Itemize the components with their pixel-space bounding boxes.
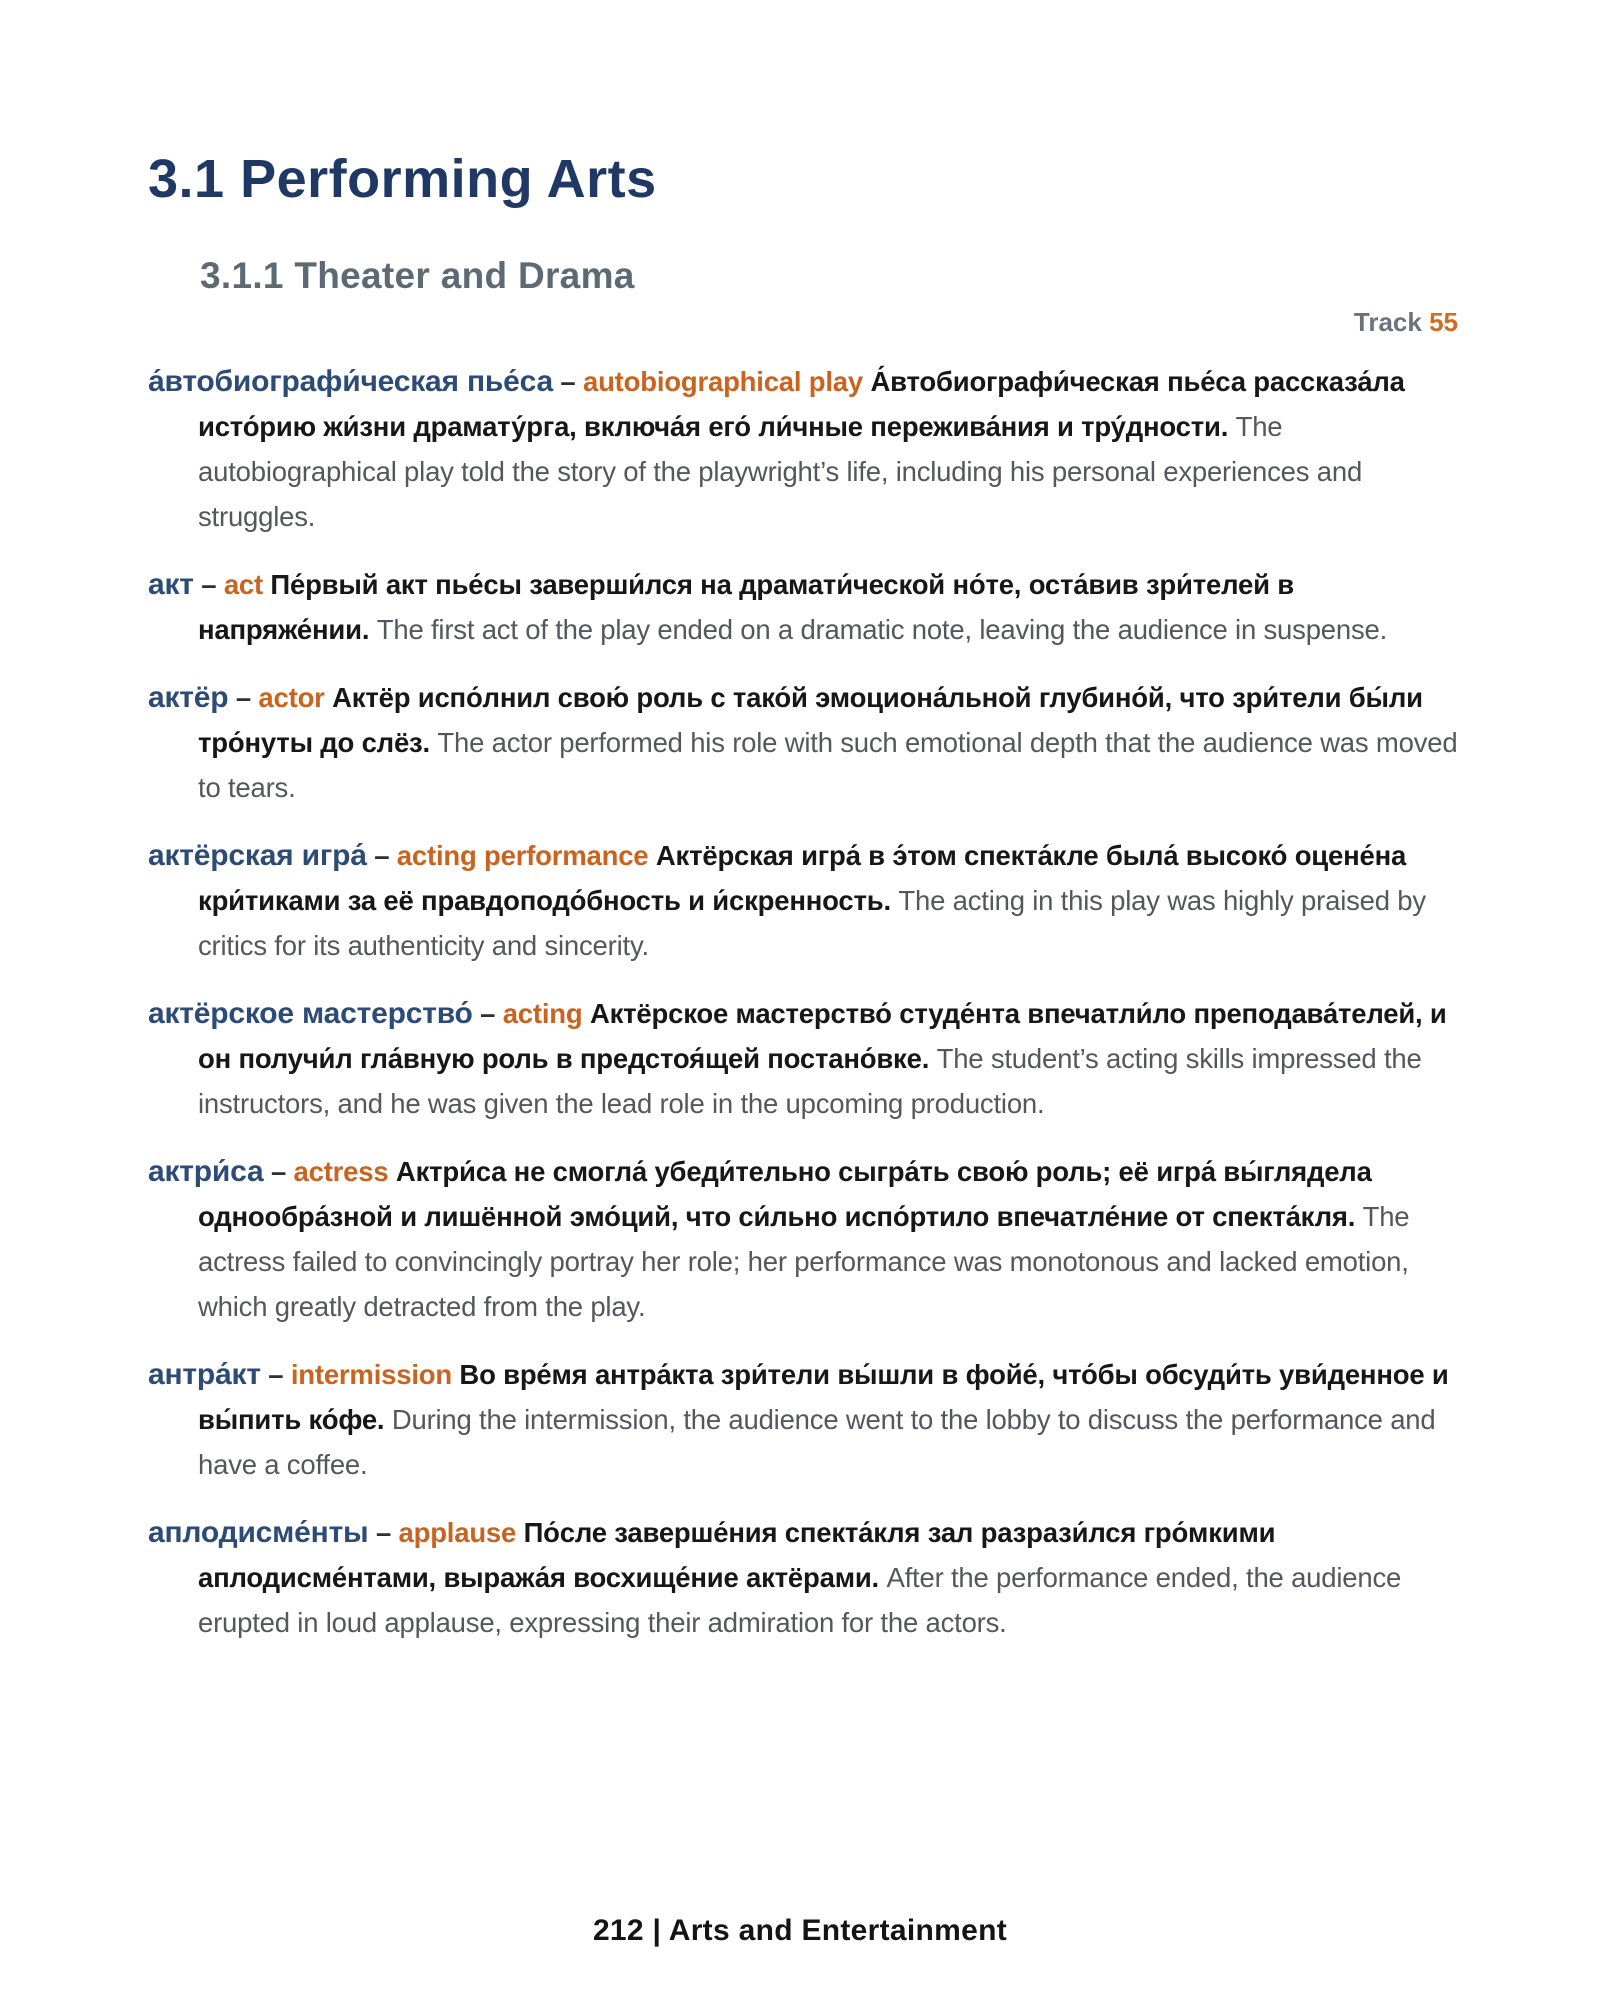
entry-headword: актёрская игра́ — [148, 838, 367, 872]
entry-example-english: The actress failed to convincingly portray her role; her performance was monotonous and lacked emotion, which greatly detracted from the play. — [198, 1200, 1410, 1322]
vocab-entry — [148, 991, 1458, 1126]
entry-example-english: The first act of the play ended on a dramatic note, leaving the audience in suspense. — [376, 613, 1388, 645]
entry-headword: антра́кт — [148, 1357, 261, 1391]
vocab-entry — [148, 675, 1458, 810]
track-label: Track — [1353, 306, 1422, 337]
entry-translation: intermission — [290, 1358, 452, 1390]
entry-headword: акт — [148, 567, 194, 601]
entry-translation: applause — [398, 1516, 517, 1548]
entry-example-russian: Актёрское мастерство́ студе́нта впечатли́ло преподава́телей, и он получи́л гла́вную роль в предстоя́щей постано́вке. — [198, 997, 1447, 1074]
entry-translation: act — [223, 568, 263, 600]
entry-example-english: After the performance ended, the audience erupted in loud applause, expressing their admiration for the actors. — [198, 1561, 1402, 1638]
vocab-entry — [148, 1352, 1458, 1487]
entry-separator: – — [480, 997, 496, 1029]
vocab-entry — [148, 1149, 1458, 1329]
track-number: 55 — [1429, 306, 1458, 337]
track-indicator — [148, 307, 1458, 337]
entry-example-russian: Актёрская игра́ в э́том спекта́кле была́ высоко́ оцене́на кри́тиками за её правдоподо́бность и и́скренность. — [198, 839, 1407, 916]
page-footer: 212 | Arts and Entertainment — [592, 1914, 1008, 1947]
entry-example-english: The autobiographical play told the story of the playwright’s life, including his personal experiences and struggles. — [198, 410, 1363, 532]
page-title: 3.1 Performing Arts — [148, 149, 657, 209]
section-subtitle: 3.1.1 Theater and Drama — [200, 255, 635, 297]
entry-separator: – — [270, 1155, 287, 1187]
entry-translation: acting performance — [396, 839, 649, 871]
entry-example-english: The student’s acting skills impressed the instructors, and he was given the lead role in the upcoming production. — [198, 1042, 1422, 1119]
vocab-entry — [148, 562, 1458, 652]
entry-example-russian: Пе́рвый акт пье́сы заверши́лся на драмати́ческой но́те, оста́вив зри́телей в напряже́нии. — [198, 568, 1294, 645]
entry-headword: актёр — [148, 680, 229, 714]
entry-example-english: The acting in this play was highly praised by critics for its authenticity and sincerity. — [198, 884, 1426, 961]
entry-headword: аплодисме́нты — [148, 1515, 369, 1549]
entry-translation: acting — [502, 997, 583, 1029]
entry-example-russian: А́втобиографи́ческая пье́са рассказа́ла исто́рию жи́зни драмату́рга, включа́я его́ ли́чные пережива́ния и тру́дности. — [198, 365, 1405, 442]
entry-translation: actress — [293, 1155, 389, 1187]
entry-separator: – — [374, 839, 390, 871]
vocabulary-list — [148, 359, 1458, 1645]
entry-headword: а́втобиографи́ческая пье́са — [148, 364, 553, 398]
entry-separator: – — [560, 365, 576, 397]
entry-example-russian: Во вре́мя антра́кта зри́тели вы́шли в фойе́, что́бы обсуди́ть уви́денное и вы́пить ко́фе. — [198, 1358, 1449, 1435]
entry-separator: – — [235, 681, 251, 713]
vocab-entry — [148, 359, 1458, 539]
entry-headword: актри́са — [148, 1154, 264, 1188]
entry-example-russian: Актёр испо́лнил свою́ роль с тако́й эмоциона́льной глубино́й, что зри́тели бы́ли тро́нуты до слёз. — [198, 681, 1423, 758]
entry-headword: актёрское мастерство́ — [148, 996, 473, 1030]
vocab-entry — [148, 1510, 1458, 1645]
entry-separator: – — [268, 1358, 284, 1390]
entry-example-russian: Актри́са не смогла́ убеди́тельно сыгра́ть свою́ роль; её игра́ вы́глядела однообра́зной и лишённой эмо́ций, что си́льно испо́ртило впечатле́ние от спекта́кля. — [198, 1155, 1372, 1232]
vocab-entry — [148, 833, 1458, 968]
entry-separator: – — [201, 568, 217, 600]
entry-separator: – — [375, 1516, 392, 1548]
entry-translation: autobiographical play — [582, 365, 863, 397]
entry-example-english: The actor performed his role with such emotional depth that the audience was moved to tears. — [198, 726, 1458, 803]
entry-translation: actor — [258, 681, 325, 713]
entry-example-english: During the intermission, the audience went to the lobby to discuss the performance and have a coffee. — [198, 1403, 1436, 1480]
entry-example-russian: По́сле заверше́ния спекта́кля зал разрази́лся гро́мкими аплодисме́нтами, выража́я восхище́ние актёрами. — [198, 1516, 1276, 1593]
